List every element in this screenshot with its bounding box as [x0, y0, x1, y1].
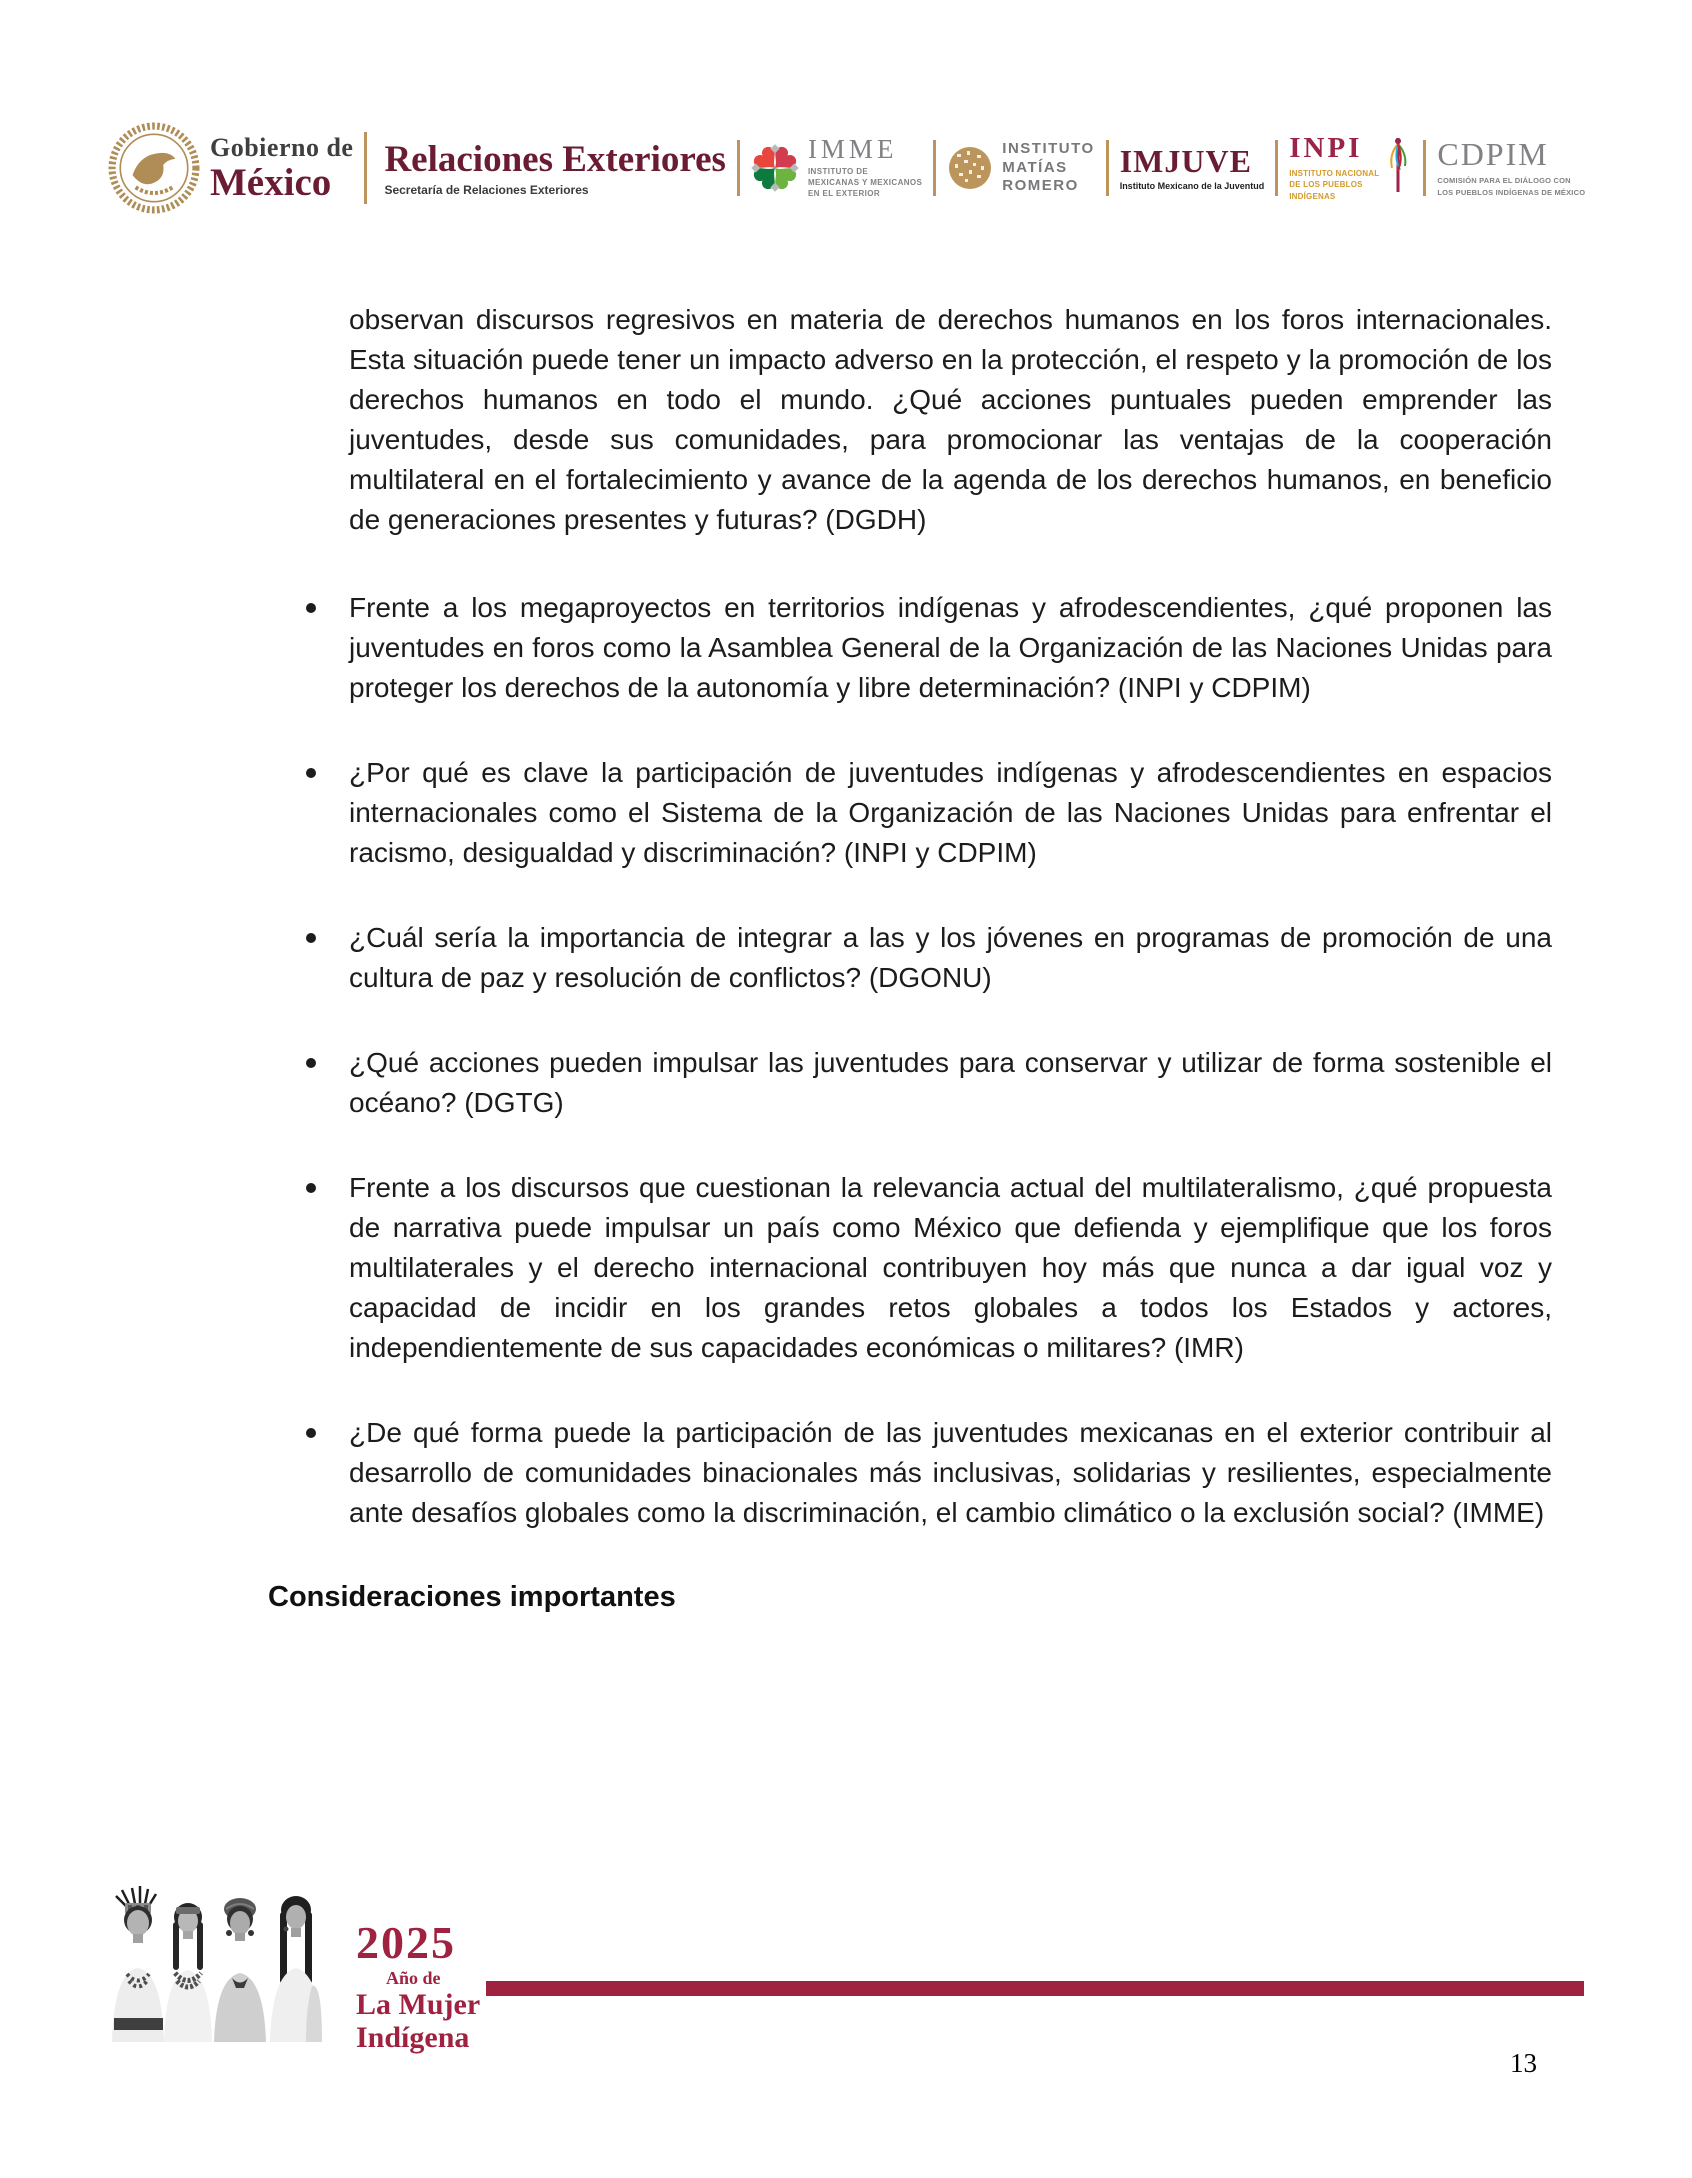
woman-figure-2	[164, 1903, 212, 2042]
question-item	[349, 588, 1552, 708]
instituto-matias-romero-logo	[947, 140, 1094, 196]
woman-figure-4	[270, 1896, 322, 2042]
intro-paragraph: observan discursos regresivos en materia de derechos humanos en los foros internacionales. Esta situación puede tener un impacto adverso en la protección, el respeto y la promoción de los derechos humanos en todo el mundo. ¿Qué acciones puntuales pueden emprender las juventudes, desde sus comunidades, para promocionar las ventajas de la cooperación multilateral en el fortalecimiento y avance de la agenda de los derechos humanos, en beneficio de generaciones presentes y futuras? (DGDH)	[349, 304, 1552, 535]
bullet-dot-icon	[306, 933, 316, 943]
inpi-logo	[1289, 134, 1412, 202]
imjuve-subtitle: Instituto Mexicano de la Juventud	[1119, 181, 1265, 191]
inpi-subtitle-line: INDÍGENAS	[1289, 191, 1336, 201]
gold-divider	[1106, 140, 1109, 196]
gobierno-wordmark	[210, 132, 354, 204]
imme-subtitle-line: MEXICANAS Y MEXICANOS	[807, 178, 923, 188]
bullet-dot-icon	[306, 1428, 316, 1438]
woman-figure-1	[112, 1886, 164, 2042]
footer-women-illustration	[100, 1886, 346, 2042]
question-text: Frente a los discursos que cuestionan la relevancia actual del multilateralismo, ¿qué propuesta de narrativa puede impulsar un país como México que defienda y ejemplifique que los foros multilaterales y el derecho internacional contribuyen hoy más que nunca a dar igual voz y capacidad de incidir en los grandes retos globales a todos los Estados y actores, independientemente de sus capacidades económicas o militares? (IMR)	[349, 1172, 1552, 1363]
imme-wordmark	[808, 136, 922, 199]
imme-subtitle-line: EN EL EXTERIOR	[807, 188, 881, 198]
section-heading: Consideraciones importantes	[268, 1581, 676, 1613]
question-text: ¿Cuál sería la importancia de integrar a las y los jóvenes en programas de promoción de una cultura de paz y resolución de conflictos? (DGONU)	[349, 922, 1552, 993]
footer-accent-bar	[486, 1981, 1584, 1996]
question-item	[349, 1413, 1552, 1533]
bullet-dot-icon	[306, 1058, 316, 1068]
question-item	[349, 753, 1552, 873]
gold-divider	[933, 140, 936, 196]
gobierno-line1: Gobierno de	[210, 132, 354, 162]
year-2025: 2025	[356, 1917, 456, 1968]
imjuve-acronym: IMJUVE	[1119, 143, 1252, 179]
imr-mosaic-circle-icon	[947, 145, 993, 191]
cdpim-subtitle	[1437, 175, 1585, 198]
gold-divider	[364, 132, 367, 204]
bullet-dot-icon	[306, 768, 316, 778]
inpi-staff-icon	[1384, 134, 1412, 196]
imme-logo	[751, 136, 922, 199]
page-number: 13	[1510, 2048, 1537, 2078]
question-text: ¿Qué acciones pueden impulsar las juventudes para conservar y utilizar de forma sostenible el océano? (DGTG)	[349, 1047, 1552, 1118]
inpi-wordmark	[1289, 134, 1379, 202]
imjuve-logo	[1120, 145, 1265, 191]
gold-divider	[737, 140, 740, 196]
question-item	[349, 1043, 1552, 1123]
imr-line: ROMERO	[1002, 177, 1079, 195]
cdpim-logo	[1437, 138, 1585, 198]
header-logos-bar	[108, 118, 1585, 218]
question-item	[349, 1168, 1552, 1368]
question-list	[349, 588, 1552, 1533]
cdpim-acronym: CDPIM	[1437, 136, 1549, 173]
ano-de: Año de	[386, 1968, 441, 1988]
cdpim-subtitle-line: COMISIÓN PARA EL DIÁLOGO CON	[1437, 176, 1571, 186]
gobierno-de-mexico-logo	[108, 122, 353, 214]
question-text: Frente a los megaproyectos en territorios indígenas y afrodescendientes, ¿qué proponen las juventudes en foros como la Asamblea General de la Organización de las Naciones Unidas para proteger los derechos de la autonomía y libre determinación? (INPI y CDPIM)	[349, 592, 1552, 703]
imme-subtitle-line: INSTITUTO DE	[807, 167, 869, 177]
bullet-dot-icon	[306, 603, 316, 613]
question-item	[349, 918, 1552, 998]
imr-wordmark	[1002, 140, 1094, 196]
bullet-dot-icon	[306, 1183, 316, 1193]
gold-divider	[1423, 140, 1426, 196]
imr-line: MATÍAS	[1002, 158, 1068, 176]
la-mujer: La Mujer	[356, 1988, 481, 2021]
indigena: Indígena	[356, 2021, 470, 2054]
document-body	[268, 300, 1552, 1614]
sre-subtitle: Secretaría de Relaciones Exteriores	[384, 182, 589, 197]
imme-flower-icon	[751, 144, 799, 192]
year-2025-logo	[356, 1917, 481, 2054]
relaciones-exteriores-logo	[378, 138, 726, 197]
gold-divider	[1275, 140, 1278, 196]
question-text: ¿Por qué es clave la participación de juventudes indígenas y afrodescendientes en espacios internacionales como el Sistema de la Organización de las Naciones Unidas para enfrentar el racismo, desigualdad y discriminación? (INPI y CDPIM)	[349, 757, 1552, 868]
inpi-subtitle	[1289, 168, 1379, 202]
inpi-subtitle-line: INSTITUTO NACIONAL	[1289, 169, 1380, 179]
inpi-subtitle-line: DE LOS PUEBLOS	[1289, 180, 1363, 190]
mexico-eagle-seal-icon	[108, 122, 200, 214]
imr-line: INSTITUTO	[1002, 139, 1095, 157]
sre-title: Relaciones Exteriores	[384, 138, 726, 180]
question-text: ¿De qué forma puede la participación de las juventudes mexicanas en el exterior contribuir al desarrollo de comunidades binacionales más inclusivas, solidarias y resilientes, especialmente ante desafíos globales como la discriminación, el cambio climático o la exclusión social? (IMME)	[349, 1417, 1552, 1528]
woman-figure-3	[214, 1898, 266, 2042]
gobierno-line2: México	[210, 160, 332, 204]
cdpim-subtitle-line: LOS PUEBLOS INDÍGENAS DE MÉXICO	[1437, 187, 1586, 197]
imme-acronym: IMME	[807, 134, 898, 165]
inpi-acronym: INPI	[1289, 132, 1363, 165]
imme-subtitle	[808, 167, 922, 199]
